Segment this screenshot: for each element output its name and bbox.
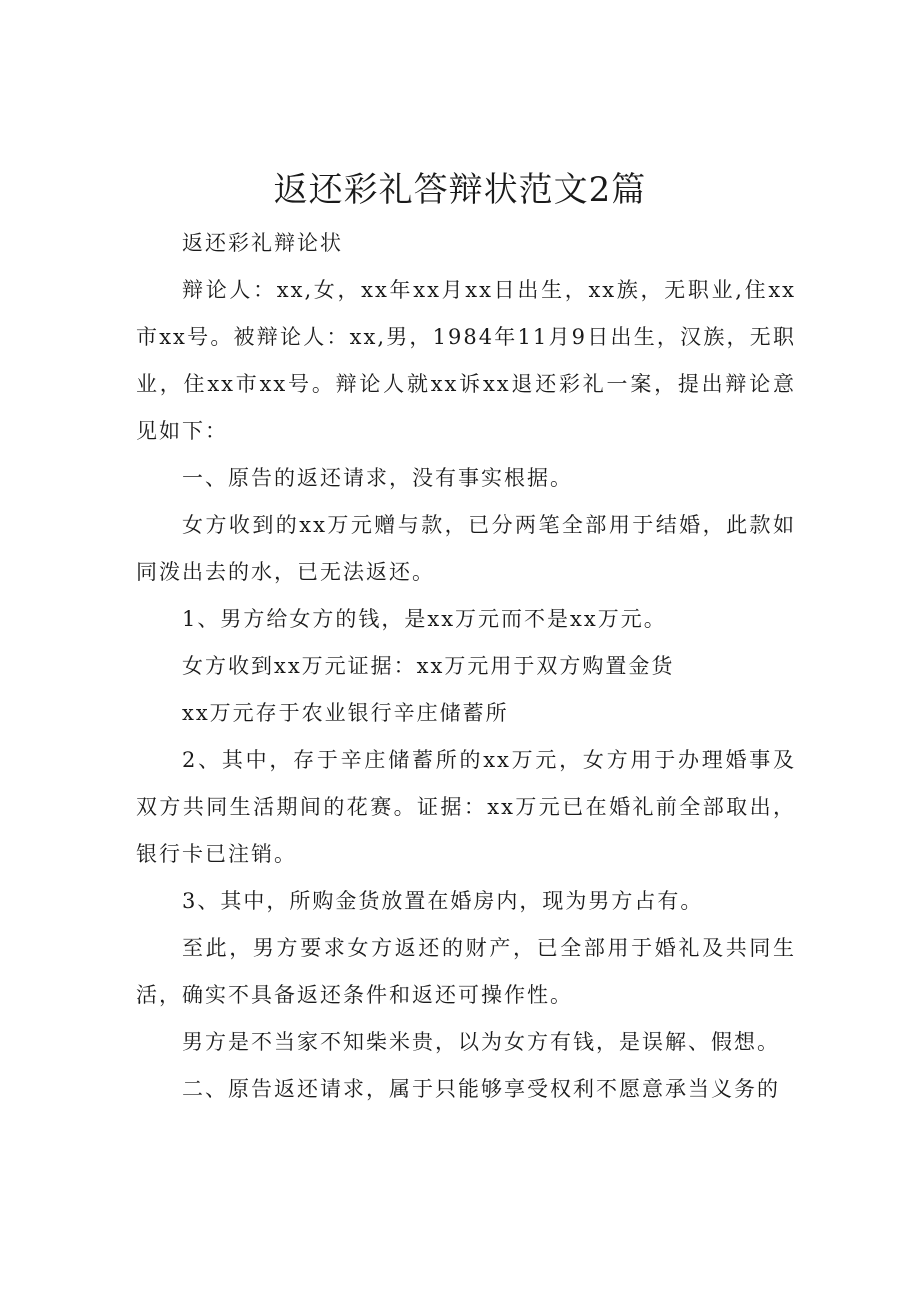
paragraph: 女方收到xx万元证据：xx万元用于双方购置金货 — [182, 654, 675, 678]
paragraph-item-3: 3、其中，所购金货放置在婚房内，现为男方占有。 — [182, 889, 704, 913]
paragraph: xx万元存于农业银行辛庄储蓄所 — [182, 701, 509, 725]
document-body — [136, 220, 796, 1113]
paragraph-point-two: 二、原告返还请求，属于只能够享受权利不愿意承当义务的 — [182, 1077, 780, 1101]
paragraph-item-2: 2、其中，存于辛庄储蓄所的xx万元，女方用于办理婚事及双方共同生活期间的花赛。证据：xx万元已在婚礼前全部取出，银行卡已注销。 — [136, 748, 796, 866]
paragraph-subtitle: 返还彩礼辩论状 — [182, 231, 343, 255]
paragraph-item-1: 1、男方给女方的钱，是xx万元而不是xx万元。 — [182, 607, 667, 631]
paragraph: 男方是不当家不知柴米贵，以为女方有钱，是误解、假想。 — [182, 1030, 780, 1054]
paragraph-parties: 辩论人：xx,女，xx年xx月xx日出生，xx族，无职业,住xx市xx号。被辩论人：xx,男，1984年11月9日出生，汉族，无职业，住xx市xx号。辩论人就xx诉xx退还彩礼一案，提出辩论意见如下： — [136, 278, 796, 443]
paragraph: 女方收到的xx万元赠与款，已分两笔全部用于结婚，此款如同泼出去的水，已无法返还。 — [136, 513, 796, 584]
document-title: 返还彩礼答辩状范文2篇 — [273, 170, 647, 210]
paragraph: 至此，男方要求女方返还的财产，已全部用于婚礼及共同生活，确实不具备返还条件和返还可操作性。 — [136, 936, 796, 1007]
paragraph-point-one: 一、原告的返还请求，没有事实根据。 — [182, 466, 573, 490]
